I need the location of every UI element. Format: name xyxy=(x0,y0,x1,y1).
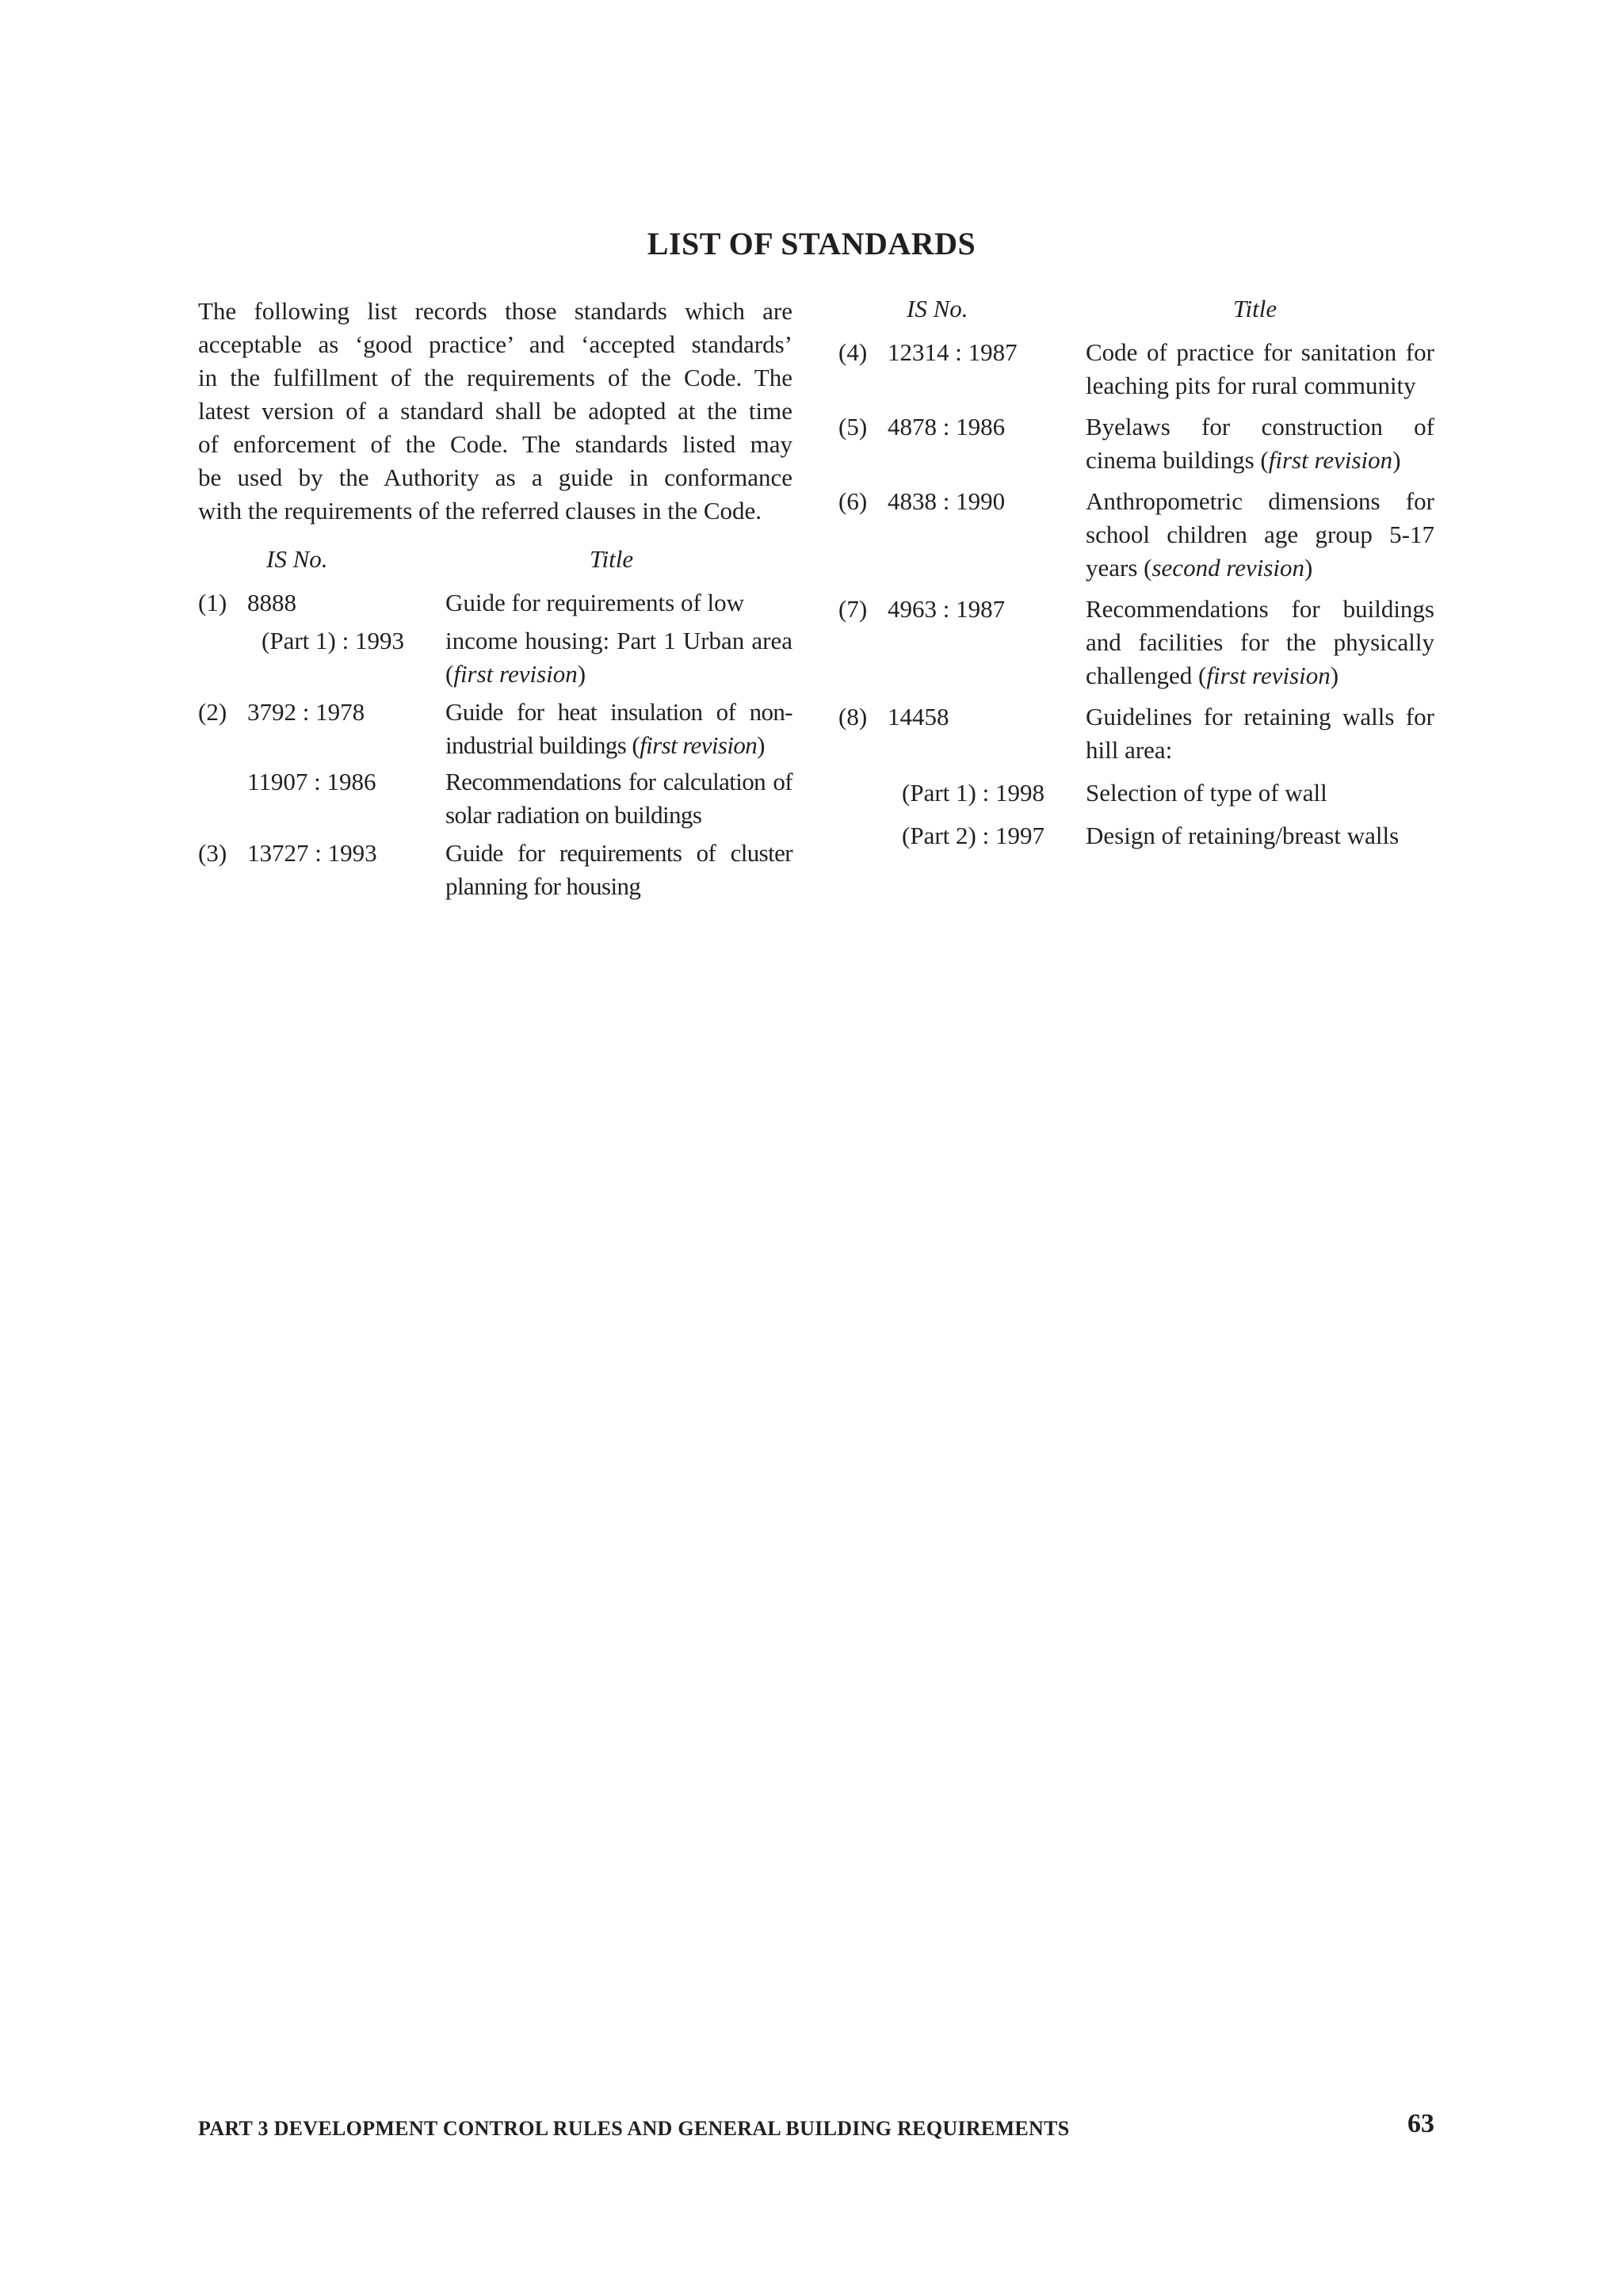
intro-line: latest version of a standard shall be adopted at the time xyxy=(198,397,792,425)
title-italic: first revision xyxy=(640,731,758,759)
entry-number: (5) xyxy=(838,413,868,441)
header-is-no: IS No. xyxy=(266,545,328,573)
entry-is-no: (Part 1) : 1993 xyxy=(262,627,404,654)
entry-title xyxy=(1086,819,1434,852)
standard-entry xyxy=(198,696,792,762)
title-text-end: ) xyxy=(577,660,586,688)
entry-title xyxy=(445,837,792,903)
entry-is-no: 3792 : 1978 xyxy=(247,698,365,726)
entry-is-no: 4838 : 1990 xyxy=(888,487,1006,515)
running-footer: PART 3 DEVELOPMENT CONTROL RULES AND GENERAL BUILDING REQUIREMENTS xyxy=(198,2117,1070,2140)
intro-paragraph xyxy=(198,295,792,528)
title-text: Recommendations for buildings and facilities for the physically challenged ( xyxy=(1086,595,1434,689)
page-number: 63 xyxy=(1407,2109,1434,2138)
entry-title xyxy=(1086,410,1434,477)
title-text: Code of practice for sanitation for leaching pits for rural community xyxy=(1086,338,1434,399)
entry-title xyxy=(1086,776,1434,810)
standard-entry xyxy=(838,593,1434,692)
entry-title xyxy=(1086,485,1434,585)
entry-number: (1) xyxy=(198,589,227,616)
entry-is-no: 4963 : 1987 xyxy=(888,595,1006,623)
entry-title xyxy=(1086,593,1434,692)
title-text-end: ) xyxy=(1304,554,1313,582)
entry-is-no: 13727 : 1993 xyxy=(247,839,377,867)
title-text-end: ) xyxy=(757,731,765,759)
page-title: LIST OF STANDARDS xyxy=(647,226,976,261)
entry-title xyxy=(1086,700,1434,767)
title-text: Guidelines for retaining walls for hill area: xyxy=(1086,703,1434,764)
intro-line: The following list records those standards which are xyxy=(198,297,792,325)
entry-number: (8) xyxy=(838,703,868,730)
standard-entry xyxy=(838,819,1434,852)
title-italic: first revision xyxy=(1206,662,1331,689)
standard-entry xyxy=(198,837,792,903)
title-text-end: ) xyxy=(1330,662,1339,689)
header-title: Title xyxy=(590,545,634,573)
standard-entry xyxy=(838,485,1434,585)
standard-entry xyxy=(838,700,1434,767)
title-italic: second revision xyxy=(1151,554,1305,582)
entry-is-no: 12314 : 1987 xyxy=(888,338,1018,366)
intro-line: acceptable as ‘good practice’ and ‘accepted standards’ xyxy=(198,330,792,358)
entry-title xyxy=(1086,336,1434,402)
intro-line: in the fulfillment of the requirements of the Code. The xyxy=(198,364,792,391)
standard-entry xyxy=(838,336,1434,402)
right-column xyxy=(838,295,1434,852)
list-header xyxy=(198,545,792,582)
header-is-no: IS No. xyxy=(907,295,968,322)
standard-entry xyxy=(198,624,792,691)
entry-is-no: (Part 1) : 1998 xyxy=(902,779,1044,807)
title-text: Selection of type of wall xyxy=(1086,779,1327,807)
intro-line: be used by the Authority as a guide in conformance xyxy=(198,463,792,491)
entry-title xyxy=(445,624,792,691)
title-text: Guide for requirements of cluster planning for housing xyxy=(445,839,792,900)
title-text: Guide for heat insulation of non-industrial buildings ( xyxy=(445,698,792,759)
list-header xyxy=(838,295,1434,331)
title-italic: first revision xyxy=(453,660,578,688)
standard-entry xyxy=(838,776,1434,810)
title-italic: first revision xyxy=(1268,446,1393,474)
standard-entry xyxy=(198,586,792,620)
header-title: Title xyxy=(1233,295,1277,322)
entry-title xyxy=(445,696,792,762)
title-text-end: ) xyxy=(1392,446,1401,474)
standard-entry xyxy=(838,410,1434,477)
entry-title: Guide for requirements of low xyxy=(445,589,745,616)
entry-number: (3) xyxy=(198,839,227,867)
title-text: Anthropometric dimensions for school children age group 5-17 years ( xyxy=(1086,487,1434,582)
entry-is-no: 4878 : 1986 xyxy=(888,413,1006,441)
entry-title xyxy=(445,765,792,832)
entry-number: (2) xyxy=(198,698,227,726)
intro-line: of enforcement of the Code. The standards listed may xyxy=(198,430,792,458)
entry-number: (6) xyxy=(838,487,868,515)
left-column xyxy=(198,295,792,903)
intro-line: with the requirements of the referred clauses in the Code. xyxy=(198,497,762,524)
title-text: income housing: Part 1 Urban area ( xyxy=(445,627,792,688)
standard-entry xyxy=(198,765,792,832)
title-text: Design of retaining/breast walls xyxy=(1086,822,1400,849)
title-text: Byelaws for construction of cinema buildings ( xyxy=(1086,413,1434,474)
entry-is-no: 8888 xyxy=(247,589,296,616)
entry-is-no: (Part 2) : 1997 xyxy=(902,822,1044,849)
entry-is-no: 14458 xyxy=(888,703,949,730)
entry-number: (4) xyxy=(838,338,868,366)
entry-number: (7) xyxy=(838,595,868,623)
entry-is-no: 11907 : 1986 xyxy=(247,768,376,795)
title-text: Recommendations for calculation of solar radiation on buildings xyxy=(445,768,792,829)
